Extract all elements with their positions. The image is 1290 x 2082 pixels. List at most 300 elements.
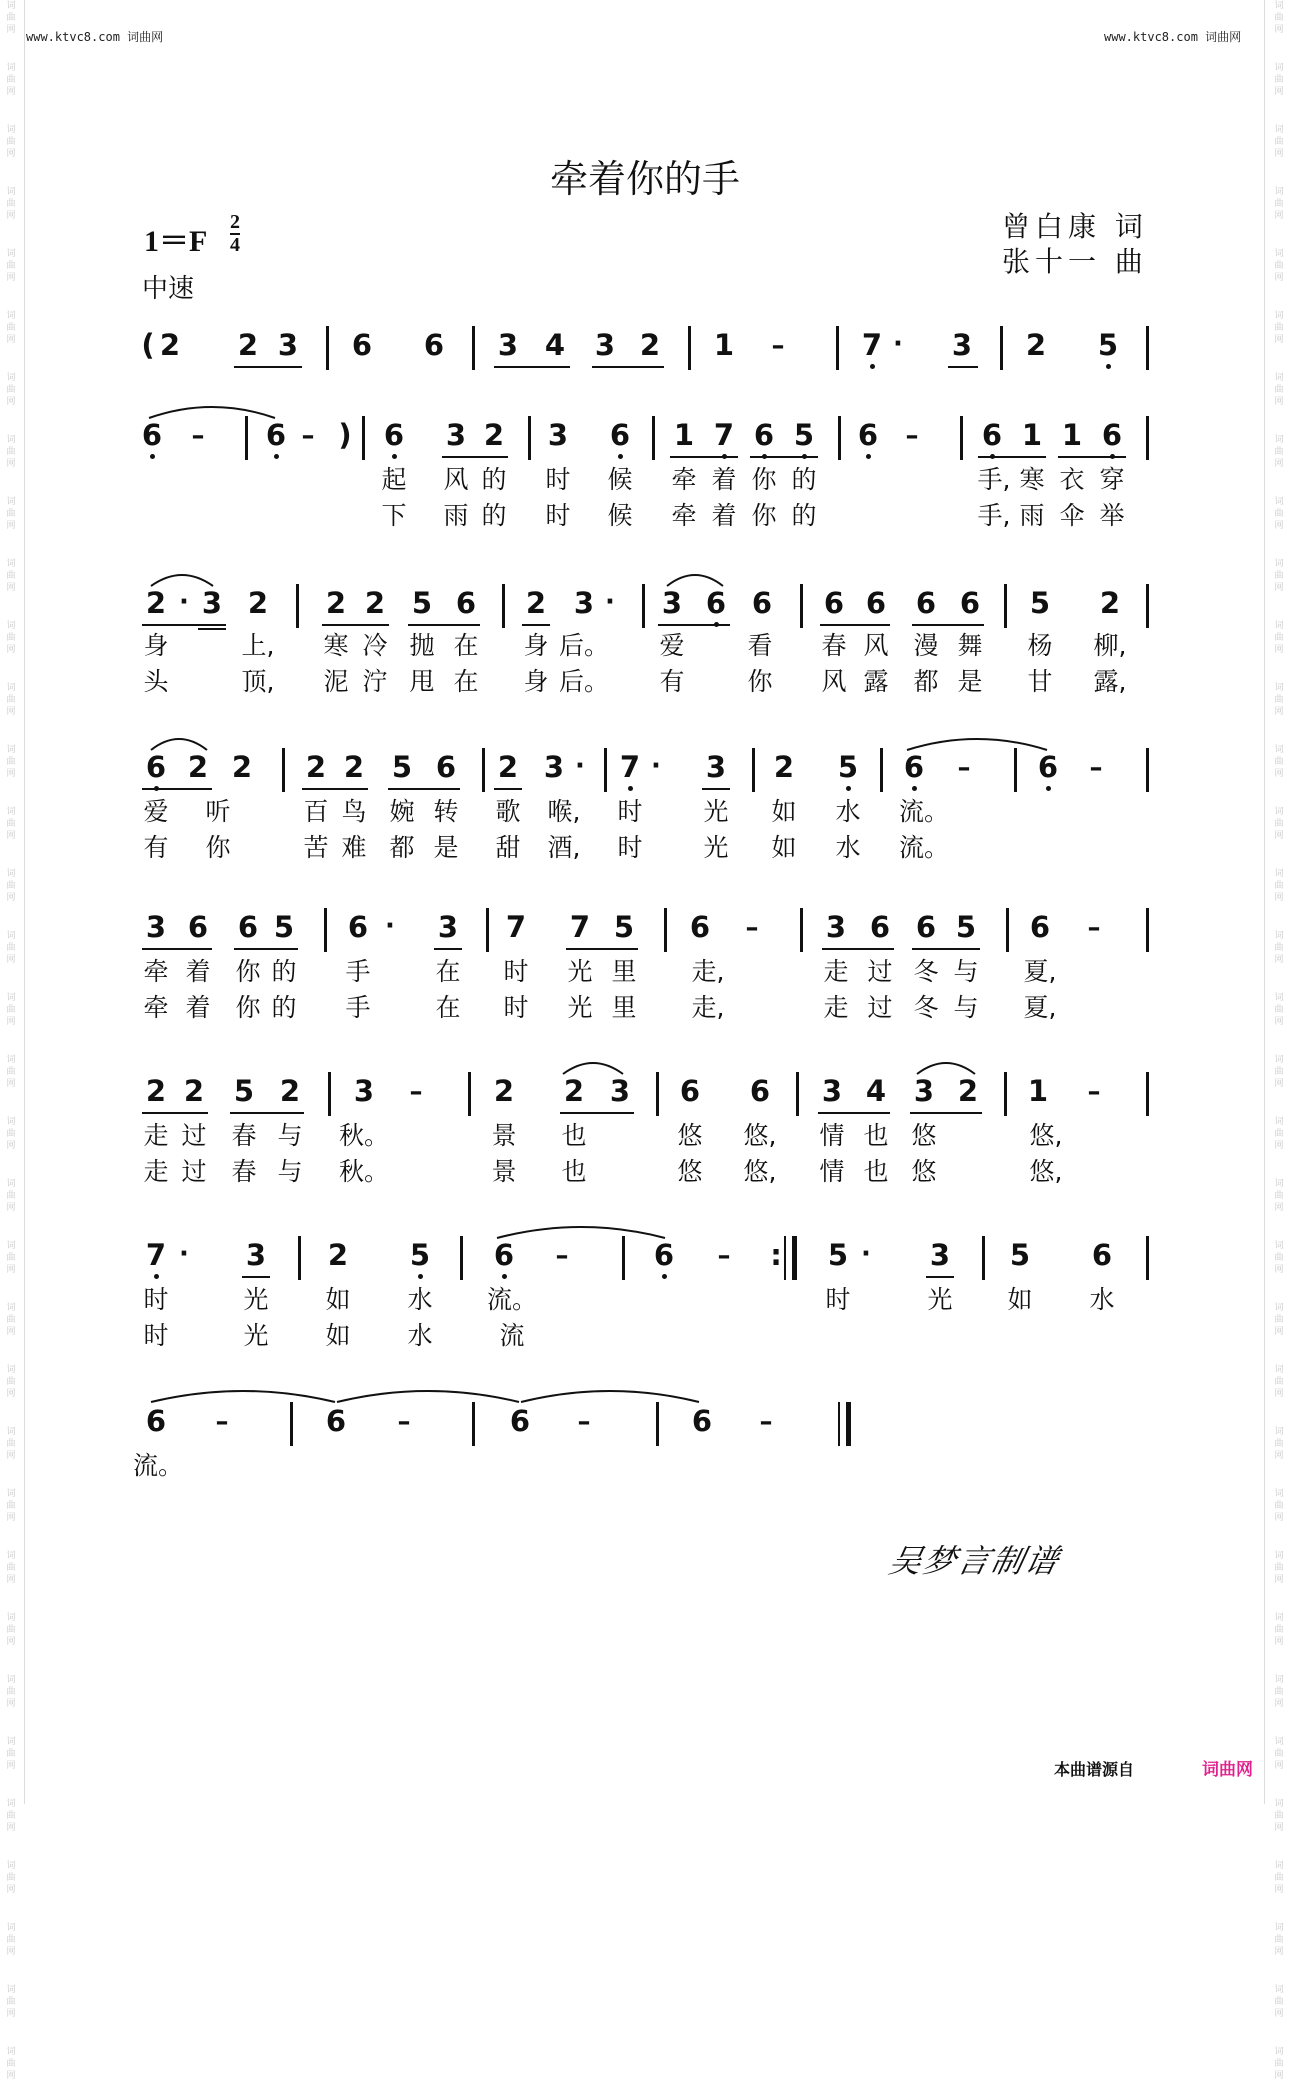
watermark-text: 词曲网 [6,187,16,221]
barline [326,326,329,370]
eighth-underline [494,366,570,368]
note: 2 [159,328,181,362]
watermark-text: 词曲网 [1274,187,1284,221]
lyric-syllable: 难 [341,833,367,862]
barline [1000,326,1003,370]
note: 3 [573,586,595,620]
note: 3 [445,418,467,452]
meter-top: 2 [230,211,240,233]
note: 3 [821,1074,843,1108]
note: 6 [145,1404,167,1438]
lyric-syllable: 流。 [132,1451,184,1480]
watermark-text: 词曲网 [6,1985,16,2019]
eighth-underline [592,366,664,368]
watermark-text: 词曲网 [6,869,16,903]
note: 5 [613,910,635,944]
watermark-text: 词曲网 [6,1489,16,1523]
barline [796,1072,799,1116]
lyric-syllable: 时 [545,501,571,530]
eighth-underline [142,1112,208,1114]
eighth-underline [912,624,984,626]
rest-dash: – [577,1407,591,1437]
barline [652,416,655,460]
eighth-underline [926,1276,954,1278]
lyric-syllable: 你 [205,833,231,862]
lyric-syllable: 杨 [1027,631,1053,660]
eighth-underline [142,624,226,626]
note: 5 [793,418,815,452]
note: 6 [265,418,287,452]
lyric-syllable: 走 [143,1157,169,1186]
note: 7 [861,328,883,362]
barline [290,1402,293,1446]
barline [472,1402,475,1446]
rest-dash: – [905,421,919,451]
note: 5 [1097,328,1119,362]
watermark-text: 词曲网 [6,125,16,159]
lyric-syllable: 光 [567,957,593,986]
watermark-text: 词曲网 [6,1,16,35]
lyric-syllable: 时 [143,1321,169,1350]
watermark-text: 词曲网 [1274,1241,1284,1275]
barline [642,584,645,628]
watermark-text: 词曲网 [6,435,16,469]
eighth-underline [234,366,302,368]
lyric-syllable: 光 [567,993,593,1022]
lyric-syllable: 牵 [671,465,697,494]
note: 2 [497,750,519,784]
barline [1014,748,1017,792]
slur-arc [666,568,724,588]
watermark-text: 词曲网 [1274,1427,1284,1461]
note: 2 [183,1074,205,1108]
lyric-syllable: 光 [703,833,729,862]
note: 6 [435,750,457,784]
rest-dash: – [745,913,759,943]
note: 5 [837,750,859,784]
eighth-underline [566,948,638,950]
watermark-text: 词曲网 [6,373,16,407]
lyric-syllable: 手 [345,957,371,986]
note: 6 [857,418,879,452]
lyric-syllable: 在 [453,667,479,696]
lyricist-credit: 曾白康 词 [1002,210,1148,243]
watermark-text: 词曲网 [1274,1,1284,35]
watermark-text: 词曲网 [1274,1551,1284,1585]
lyric-syllable: 流。 [898,797,950,826]
low-octave-dot [418,1274,423,1279]
lyric-syllable: 甘 [1027,667,1053,696]
lyric-syllable: 起 [381,465,407,494]
lyric-syllable: 牵 [671,501,697,530]
note: 2 [364,586,386,620]
note: 2 [145,1074,167,1108]
lyric-syllable: 伞 [1059,501,1085,530]
note: 2 [525,586,547,620]
barline [800,584,803,628]
barline [468,1072,471,1116]
note: 2 [957,1074,979,1108]
watermark-text: 词曲网 [1274,435,1284,469]
note: 6 [237,910,259,944]
note: 6 [915,910,937,944]
low-octave-dot [866,454,871,459]
note: 6 [423,328,445,362]
eighth-underline [302,788,368,790]
lyric-syllable: 秋。 [338,1121,390,1150]
lyric-syllable: 情 [819,1157,845,1186]
barline [838,1402,840,1446]
lyric-syllable: 水 [1089,1285,1115,1314]
note: 7 [713,418,735,452]
barline [1146,908,1149,952]
lyric-syllable: 春 [231,1157,257,1186]
note: 5 [411,586,433,620]
lyric-syllable: 春 [231,1121,257,1150]
lyric-syllable: 与 [277,1157,303,1186]
eighth-underline [702,788,730,790]
slur-arc [336,1384,520,1404]
lyric-syllable: 牵 [143,957,169,986]
eighth-underline [912,948,980,950]
lyric-syllable: 走 [143,1121,169,1150]
note: 2 [483,418,505,452]
lyric-syllable: 也 [863,1121,889,1150]
lyric-syllable: 时 [617,833,643,862]
lyric-syllable: 漫 [913,631,939,660]
barline [1146,1236,1149,1280]
lyric-syllable: 顶, [241,667,275,696]
lyric-syllable: 看 [747,631,773,660]
lyric-syllable: 光 [243,1285,269,1314]
note: 6 [351,328,373,362]
rest-dash: – [555,1241,569,1271]
eighth-underline [658,624,730,626]
header-right-site: 词曲网 [1205,30,1242,44]
eighth-underline [234,948,298,950]
eighth-underline [820,624,890,626]
note: 6 [981,418,1003,452]
transcriber-signature: 吴梦言制谱 [885,1542,1064,1580]
rest-dash: – [301,421,315,451]
lyric-syllable: 走, [691,993,725,1022]
watermark-text: 词曲网 [1274,373,1284,407]
watermark-text: 词曲网 [1274,1923,1284,1957]
watermark-text: 词曲网 [6,1117,16,1151]
eighth-underline [750,456,818,458]
note: 6 [325,1404,347,1438]
watermark-text: 词曲网 [6,1427,16,1461]
lyric-syllable: 冬 [913,957,939,986]
barline [1146,326,1149,370]
aug-dot: · [861,1239,871,1269]
barline [656,1402,659,1446]
lyric-syllable: 都 [389,833,415,862]
barline [472,326,475,370]
eighth-underline [388,788,460,790]
lyric-syllable: 甩 [409,667,435,696]
note: 2 [1025,328,1047,362]
note: 6 [455,586,477,620]
lyric-syllable: 的 [481,465,507,494]
note: 2 [305,750,327,784]
lyric-syllable: 悠, [1029,1157,1063,1186]
watermark-text: 词曲网 [1274,869,1284,903]
watermark-text: 词曲网 [6,1179,16,1213]
note: 3 [929,1238,951,1272]
watermark-text: 词曲网 [6,993,16,1027]
eighth-underline [818,1112,890,1114]
watermark-text: 词曲网 [1274,683,1284,717]
barline [362,416,365,460]
eighth-underline [670,456,738,458]
watermark-text: 词曲网 [6,1241,16,1275]
note: 5 [1029,586,1051,620]
watermark-text: 词曲网 [6,559,16,593]
note: 6 [865,586,887,620]
lyric-syllable: 泥 [323,667,349,696]
eighth-underline [434,948,462,950]
note: 2 [327,1238,349,1272]
lyric-syllable: 舞 [957,631,983,660]
eighth-underline [230,1112,304,1114]
lyric-syllable: 爱 [659,631,685,660]
low-octave-dot [274,454,279,459]
aug-dot: · [179,587,189,617]
lyric-syllable: 光 [243,1321,269,1350]
lyric-syllable: 有 [659,667,685,696]
lyric-syllable: 手, [977,501,1011,530]
watermark-text: 词曲网 [6,63,16,97]
barline [846,1402,851,1446]
lyric-syllable: 如 [771,833,797,862]
note: 3 [353,1074,375,1108]
note: 4 [865,1074,887,1108]
eighth-underline [978,456,1046,458]
watermark-text: 词曲网 [1274,1675,1284,1709]
barline [622,1236,625,1280]
note: 5 [233,1074,255,1108]
lyric-syllable: 春 [821,631,847,660]
watermark-text: 词曲网 [1274,1861,1284,1895]
lyric-syllable: 走 [823,957,849,986]
note: 3 [594,328,616,362]
footer-brand-link[interactable]: 词曲网 [1202,1760,1253,1780]
lyric-syllable: 抛 [409,631,435,660]
lyric-syllable: 光 [927,1285,953,1314]
barline [1004,1072,1007,1116]
low-octave-dot [1046,786,1051,791]
lyric-syllable: 时 [617,797,643,826]
lyric-syllable: 头 [143,667,169,696]
lyric-syllable: 悠 [911,1157,937,1186]
lyric-syllable: 的 [271,993,297,1022]
lyric-syllable: 与 [953,993,979,1022]
watermark-text: 词曲网 [6,1799,16,1833]
note: 6 [187,910,209,944]
lyric-syllable: 柳, [1093,631,1127,660]
lyric-syllable: 候 [607,465,633,494]
note: 3 [437,910,459,944]
watermark-text: 词曲网 [6,311,16,345]
note: 2 [187,750,209,784]
lyric-syllable: 情 [819,1121,845,1150]
note: 6 [823,586,845,620]
slur-arc [520,1384,700,1404]
lyric-syllable: 时 [825,1285,851,1314]
composer-credit: 张十一 曲 [1002,245,1148,278]
note: 2 [343,750,365,784]
lyric-syllable: 如 [325,1321,351,1350]
lyric-syllable: 露, [1093,667,1127,696]
lyric-syllable: 喉, [547,797,581,826]
note: 6 [915,586,937,620]
lyric-syllable: 时 [503,993,529,1022]
note: 1 [1061,418,1083,452]
lyric-syllable: 雨 [1019,501,1045,530]
low-octave-dot [150,454,155,459]
watermark-text: 词曲网 [1274,63,1284,97]
barline [664,908,667,952]
watermark-text: 词曲网 [6,1861,16,1895]
lyric-syllable: 水 [835,797,861,826]
lyric-syllable: 与 [953,957,979,986]
note: 6 [347,910,369,944]
lyric-syllable: 苦 [303,833,329,862]
note: 3 [543,750,565,784]
note: 1 [1027,1074,1049,1108]
watermark-text: 词曲网 [1274,1799,1284,1833]
barline [296,584,299,628]
rest-dash: – [759,1407,773,1437]
lyric-syllable: 候 [607,501,633,530]
rest-dash: – [215,1407,229,1437]
note: 6 [705,586,727,620]
eighth-underline [822,948,894,950]
watermark-text: 词曲网 [1274,1117,1284,1151]
note: 3 [497,328,519,362]
lyric-syllable: 悠, [743,1157,777,1186]
lyric-syllable: 听 [205,797,231,826]
lyric-syllable: 甜 [495,833,521,862]
watermark-text: 词曲网 [1274,125,1284,159]
note: 1 [1021,418,1043,452]
watermark-text: 词曲网 [6,249,16,283]
lyric-syllable: 景 [491,1121,517,1150]
aug-dot: · [651,751,661,781]
lyric-syllable: 如 [325,1285,351,1314]
lyric-syllable: 手 [345,993,371,1022]
lyric-syllable: 时 [503,957,529,986]
lyric-syllable: 悠, [1029,1121,1063,1150]
note: 6 [1091,1238,1113,1272]
barline [656,1072,659,1116]
watermark-text: 词曲网 [1274,993,1284,1027]
lyric-syllable: 水 [835,833,861,862]
note: 5 [273,910,295,944]
lyric-syllable: 秋。 [338,1157,390,1186]
lyric-syllable: 流。 [898,833,950,862]
lyric-syllable: 穿 [1099,465,1125,494]
watermark-text: 词曲网 [1274,311,1284,345]
note: 2 [325,586,347,620]
note: 4 [544,328,566,362]
barline [752,748,755,792]
note: 5 [409,1238,431,1272]
low-octave-dot [502,1274,507,1279]
lyric-syllable: 后。 [558,631,610,660]
rest-dash: – [717,1241,731,1271]
key-signature: 1＝F [144,225,208,258]
barline [838,416,841,460]
note: 7 [569,910,591,944]
slur-arc [906,732,1048,752]
lyric-syllable: 都 [913,667,939,696]
note: 6 [141,418,163,452]
lyric-syllable: 在 [453,631,479,660]
slur-arc [150,568,214,588]
lyric-syllable: 你 [751,465,777,494]
barline [460,1236,463,1280]
note: 6 [689,910,711,944]
note: 2 [773,750,795,784]
note: 7 [505,910,527,944]
rest-dash: – [1087,1077,1101,1107]
lyric-syllable: 悠, [743,1121,777,1150]
aug-dot: · [575,751,585,781]
low-octave-dot [392,454,397,459]
note: 2 [247,586,269,620]
rest-dash: – [957,753,971,783]
barline [1146,748,1149,792]
rest-dash: – [409,1077,423,1107]
lyric-syllable: 景 [491,1157,517,1186]
lyric-syllable: 上, [241,631,275,660]
watermark-text: 词曲网 [6,1923,16,1957]
meter-bottom: 4 [230,234,240,256]
watermark-text: 词曲网 [1274,1737,1284,1771]
note: 3 [913,1074,935,1108]
lyric-syllable: 酒, [547,833,581,862]
note: 6 [145,750,167,784]
lyric-syllable: 水 [407,1285,433,1314]
lyric-syllable: 里 [611,957,637,986]
lyric-syllable: 时 [143,1285,169,1314]
rest-dash: – [191,421,205,451]
note: 6 [1029,910,1051,944]
lyric-syllable: 你 [747,667,773,696]
slur-arc [562,1056,624,1076]
lyric-syllable: 的 [791,465,817,494]
eighth-underline [442,456,508,458]
lyric-syllable: 着 [711,501,737,530]
low-octave-dot [662,1274,667,1279]
lyric-syllable: 身 [143,631,169,660]
rest-dash: – [397,1407,411,1437]
lyric-syllable: 过 [181,1121,207,1150]
note: 5 [1009,1238,1031,1272]
barline [245,416,248,460]
watermark-text: 词曲网 [1274,931,1284,965]
note: 3 [951,328,973,362]
barline [328,1072,331,1116]
note: 7 [619,750,641,784]
lyric-syllable: 时 [545,465,571,494]
barline [688,326,691,370]
note: 5 [955,910,977,944]
note: 1 [713,328,735,362]
song-title: 牵着你的手 [549,157,740,201]
